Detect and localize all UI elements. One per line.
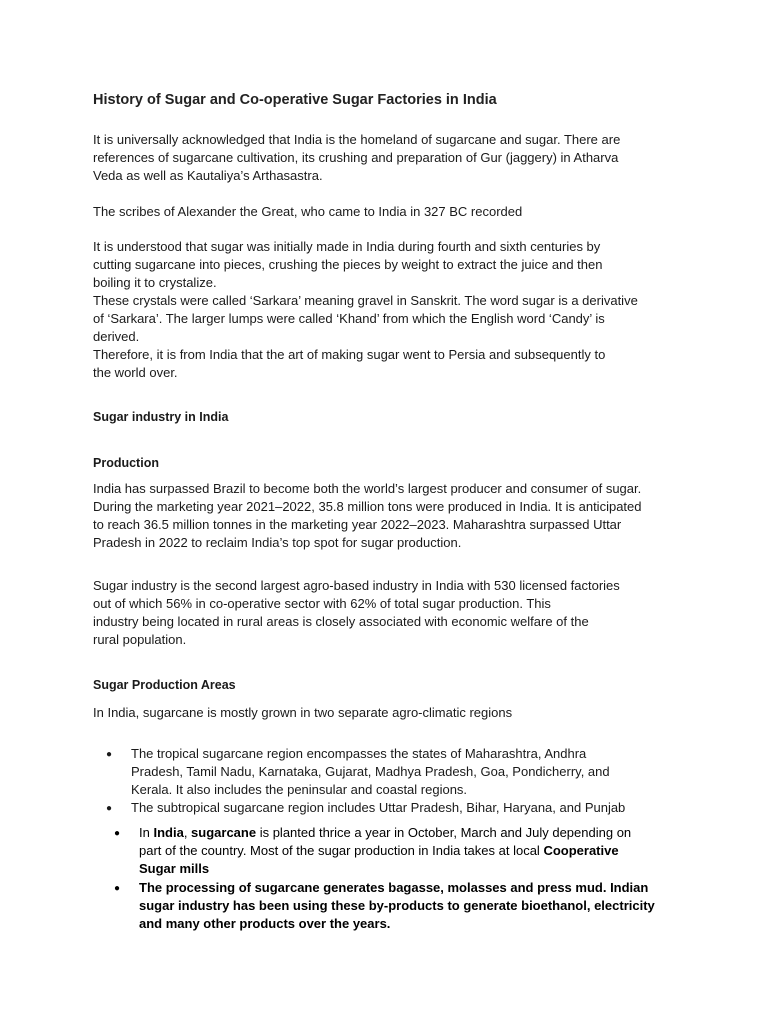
text-run-bold: sugarcane xyxy=(191,825,257,840)
text-run-bold: Cooperative Sugar mills xyxy=(139,843,619,876)
heading-production: Production xyxy=(93,456,159,470)
text-run: In xyxy=(139,825,154,840)
list-item: The subtropical sugarcane region includes Uttar Pradesh, Bihar, Haryana, and Punjab xyxy=(131,800,626,815)
text-run-bold: India xyxy=(153,825,184,840)
bullet-dot: ● xyxy=(114,883,121,894)
bullet-dot: ● xyxy=(114,828,121,839)
text-run: is planted thrice a year in October, March and July depending on part of the country. Most of the sugar production in India takes at local xyxy=(139,825,632,858)
list-item: The processing of sugarcane generates bagasse, molasses and press mud. Indian sugar industry has been using these by-products to generate bioethanol, electricity and many other products over the years. xyxy=(139,880,655,931)
intro-paragraph-2: The scribes of Alexander the Great, who came to India in 327 BC recorded xyxy=(93,204,523,219)
heading-production-areas: Sugar Production Areas xyxy=(93,678,236,692)
areas-intro-paragraph: In India, sugarcane is mostly grown in two separate agro-climatic regions xyxy=(93,705,513,720)
production-paragraph-2: Sugar industry is the second largest agro-based industry in India with 530 licensed factories out of which 56% in co-operative sector with 62% of total sugar production. This industry being located in rural areas is closely associated with economic welfare of the rural population. xyxy=(93,578,620,647)
text-run: , xyxy=(183,825,192,840)
production-paragraph-1: India has surpassed Brazil to become both the world’s largest producer and consumer of sugar. During the marketing year 2021–2022, 35.8 million tons were produced in India. It is anticipated to reach 36.5 million tonnes in the marketing year 2022–2023. Maharashtra surpassed Uttar Pradesh in 2022 to reclaim India’s top spot for sugar production. xyxy=(93,481,642,550)
list-item xyxy=(139,824,699,878)
intro-paragraph-3: It is understood that sugar was initially made in India during fourth and sixth centuries by cutting sugarcane into pieces, crushing the pieces by weight to extract the juice and then boiling it to crystalize. These crystals were called ‘Sarkara’ meaning gravel in Sanskrit. The word sugar is a derivative of ‘Sarkara’. The larger lumps were called ‘Khand’ from which the English word ‘Candy’ is derived. Therefore, it is from India that the art of making sugar went to Persia and subsequently to the world over. xyxy=(93,239,638,380)
list-item: The tropical sugarcane region encompasses the states of Maharashtra, Andhra Pradesh, Tamil Nadu, Karnataka, Gujarat, Madhya Pradesh, Goa, Pondicherry, and Kerala. It also includes the peninsular and coastal regions. xyxy=(131,746,610,797)
document-title: History of Sugar and Co-operative Sugar Factories in India xyxy=(93,92,497,108)
heading-sugar-industry: Sugar industry in India xyxy=(93,410,229,424)
intro-paragraph-1: It is universally acknowledged that India is the homeland of sugarcane and sugar. There are references of sugarcane cultivation, its crushing and preparation of Gur (jaggery) in Atharva Veda as well as Kautaliya’s Arthasastra. xyxy=(93,132,621,183)
bullet-dot: ● xyxy=(106,749,113,760)
bullet-dot: ● xyxy=(106,803,113,814)
